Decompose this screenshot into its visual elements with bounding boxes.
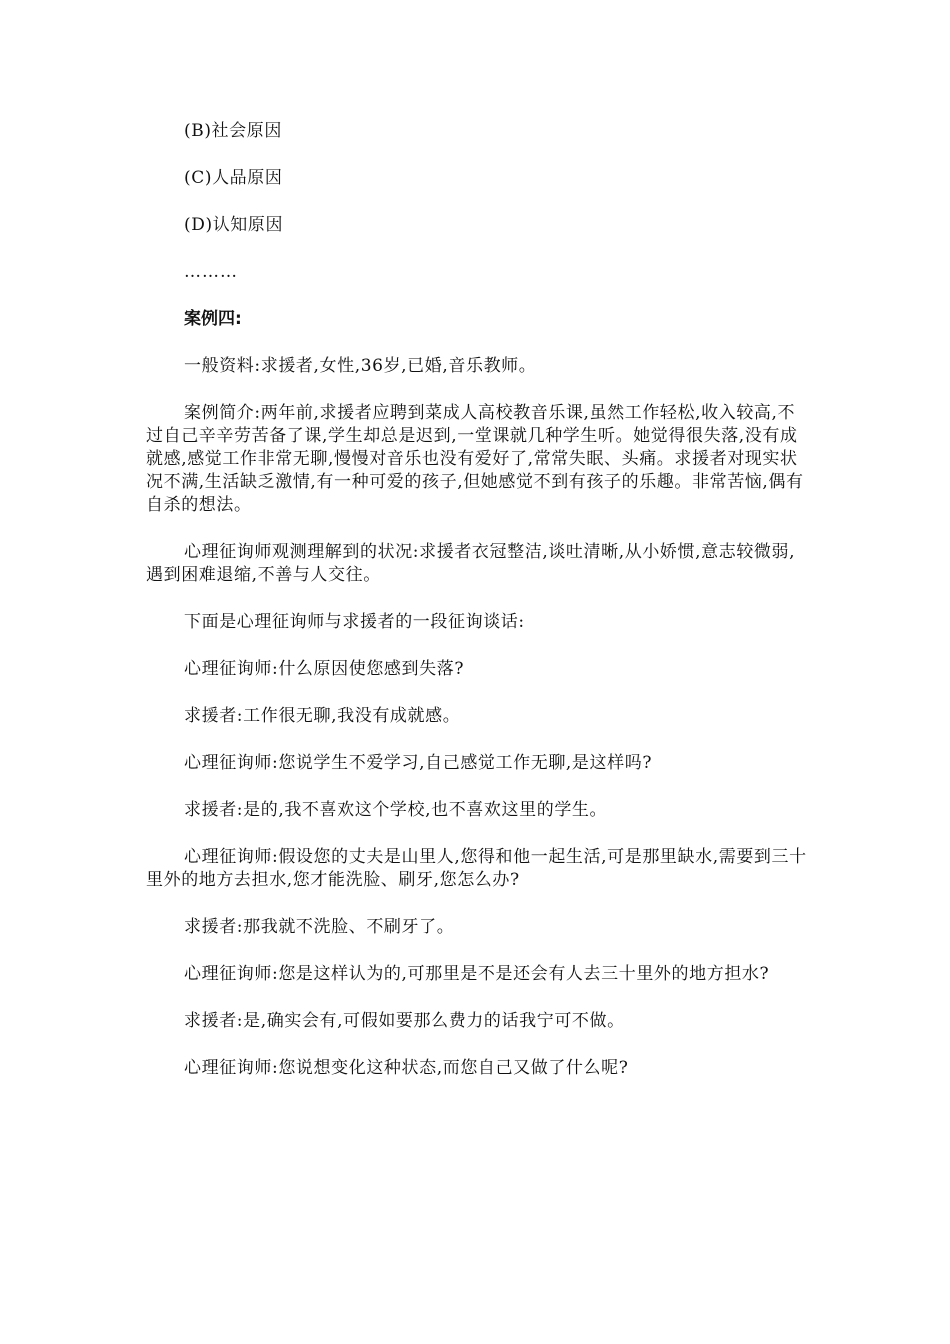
dialogue-intro: 下面是心理征询师与求援者的一段征询谈话:	[184, 612, 525, 632]
ellipsis: ………	[184, 262, 238, 282]
option-c: (C)人品原因	[184, 168, 283, 188]
dialogue-line: 求援者:是的,我不喜欢这个学校,也不喜欢这里的学生。	[184, 800, 608, 820]
dialogue-line: 求援者:是,确实会有,可假如要那么费力的话我宁可不做。	[184, 1011, 625, 1031]
dialogue-line: 心理征询师:什么原因使您感到失落?	[184, 659, 465, 679]
dialogue-line: 心理征询师:假设您的丈夫是山里人,您得和他一起生活,可是那里缺水,需要到三十里外的地方去担水,您才能洗脸、刷牙,您怎么办?	[146, 847, 807, 890]
dialogue-line: 心理征询师:您说想变化这种状态,而您自己又做了什么呢?	[184, 1058, 629, 1078]
dialogue-line: 求援者:那我就不洗脸、不刷牙了。	[184, 917, 455, 937]
case-title: 案例四:	[184, 309, 242, 329]
option-d: (D)认知原因	[184, 215, 284, 235]
dialogue-line: 求援者:工作很无聊,我没有成就感。	[184, 706, 461, 726]
case-summary: 案例简介:两年前,求援者应聘到菜成人高校教音乐课,虽然工作轻松,收入较高,不过自己辛辛劳苦备了课,学生却总是迟到,一堂课就几种学生听。她觉得很失落,没有成就感,感觉工作非常无聊,慢慢对音乐也没有爱好了,常常失眠、头痛。求援者对现实状况不满,生活缺乏激情,有一种可爱的孩子,但她感觉不到有孩子的乐趣。非常苦恼,偶有自杀的想法。	[146, 403, 804, 515]
document-body	[146, 120, 810, 1104]
dialogue-line: 心理征询师:您是这样认为的,可那里是不是还会有人去三十里外的地方担水?	[184, 964, 770, 984]
dialogue-line: 心理征询师:您说学生不爱学习,自己感觉工作无聊,是这样吗?	[184, 753, 653, 773]
option-b: (B)社会原因	[184, 121, 282, 141]
case-observation: 心理征询师观测理解到的状况:求援者衣冠整洁,谈吐清晰,从小娇惯,意志较微弱,遇到困难退缩,不善与人交往。	[146, 542, 796, 585]
case-general-info: 一般资料:求援者,女性,36岁,已婚,音乐教师。	[184, 356, 537, 376]
